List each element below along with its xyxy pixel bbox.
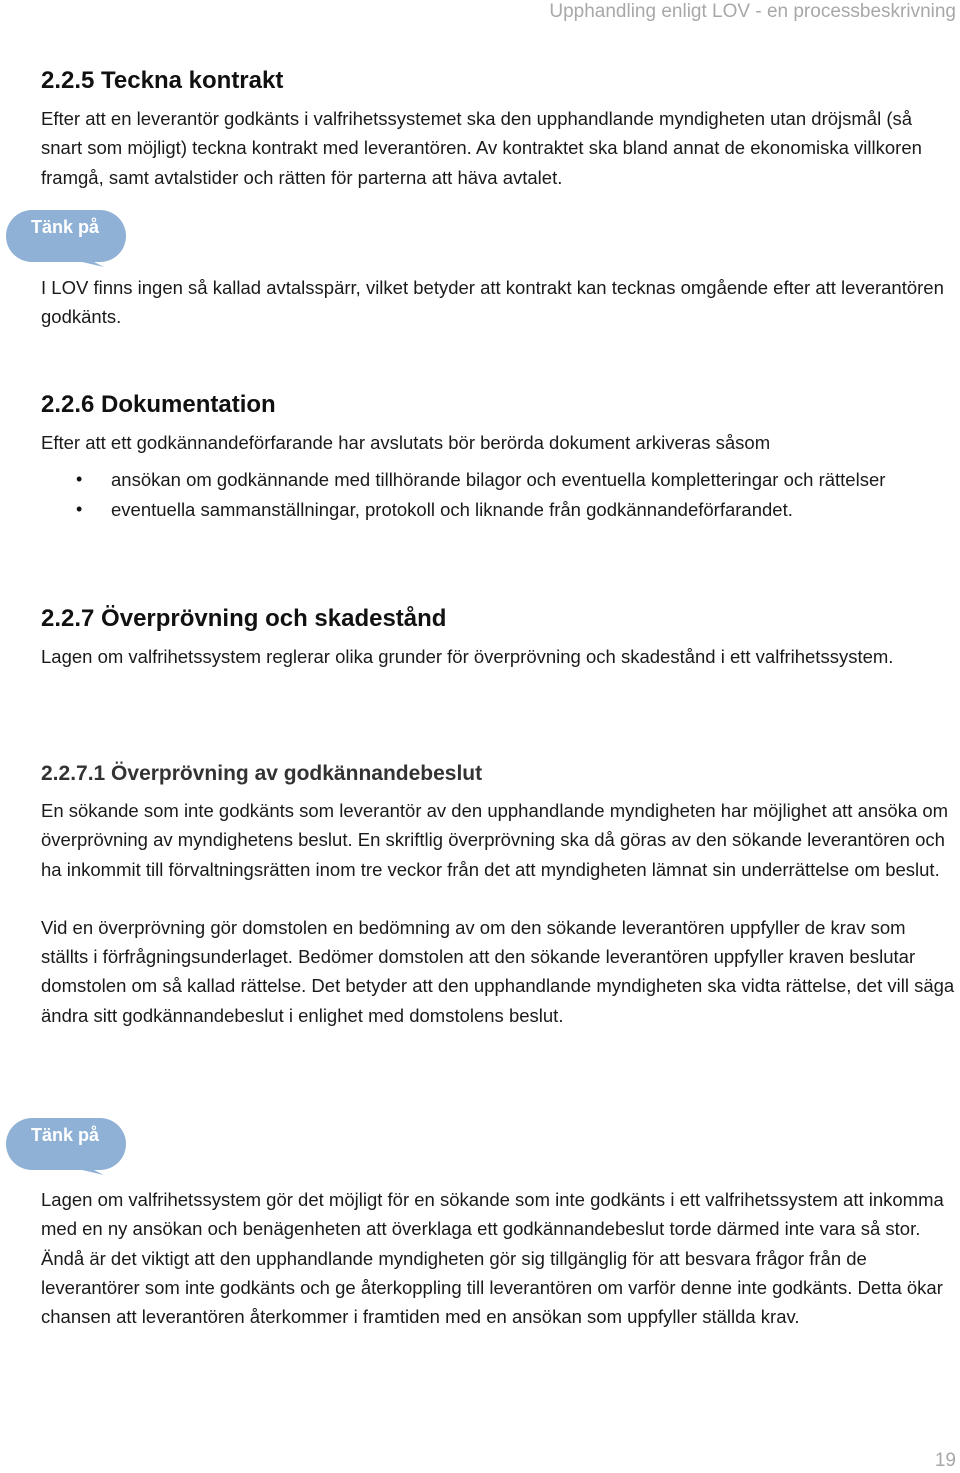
section-heading: 2.2.6 Dokumentation [41, 391, 276, 418]
callout-body: I LOV finns ingen så kallad avtalsspärr, vilket betyder att kontrakt kan tecknas omgående efter att leverantören godkänts. [41, 277, 944, 328]
document-list [0, 465, 957, 524]
tank-pa-callout-badge [6, 208, 130, 268]
section-2-2-7 [41, 604, 957, 671]
tank-pa-callout-badge [6, 1116, 130, 1176]
callout-text-2 [41, 1185, 957, 1331]
callout-text-1 [41, 273, 957, 332]
running-header: Upphandling enligt LOV - en processbeskrivning [549, 1, 956, 22]
section-2-2-5 [41, 66, 957, 192]
section-body: Efter att en leverantör godkänts i valfrihetssystemet ska den upphandlande myndigheten utan dröjsmål (så snart som möjligt) teckna kontrakt med leverantören. Av kontraktet ska bland annat de ekonomiska villkoren framgå, samt avtalstider och rätten för parterna att häva avtalet. [41, 108, 922, 188]
list-item: • eventuella sammanställningar, protokoll och liknande från godkännandeförfarandet. [41, 495, 957, 524]
section-2-2-7-1 [41, 760, 957, 1030]
page-number: 19 [934, 1450, 956, 1471]
callout-label: Tänk på [30, 217, 100, 237]
section-heading: 2.2.5 Teckna kontrakt [41, 67, 284, 94]
list-item: • ansökan om godkännande med tillhörande bilagor och eventuella kompletteringar och rättelser [41, 465, 957, 494]
paragraph: Vid en överprövning gör domstolen en bedömning av om den sökande leverantören uppfyller de krav som ställts i förfrågningsunderlaget. Bedömer domstolen att den sökande leverantören uppfyller kraven beslutar domstolen om så kallad rättelse. Det betyder att den upphandlande myndigheten ska vidta rättelse, det vill säga ändra sitt godkännandebeslut i enlighet med domstolens beslut. [41, 916, 955, 1026]
callout-label: Tänk på [30, 1125, 100, 1145]
section-2-2-6 [41, 390, 957, 524]
paragraph: En sökande som inte godkänts som leverantör av den upphandlande myndigheten har möjlighet att ansöka om överprövning av myndighetens beslut. En skriftlig överprövning ska då göras av den sökande leverantören och ha inkommit till förvaltningsrätten inom tre veckor från det att myndigheten lämnat sin underrättelse om beslut. [41, 800, 949, 880]
section-heading: 2.2.7 Överprövning och skadestånd [41, 605, 447, 632]
section-body: Lagen om valfrihetssystem reglerar olika grunder för överprövning och skadestånd i ett valfrihetssystem. [41, 646, 894, 667]
section-intro: Efter att ett godkännandeförfarande har avslutats bör berörda dokument arkiveras såsom [41, 432, 771, 453]
callout-body: Lagen om valfrihetssystem gör det möjligt för en sökande som inte godkänts i ett valfrihetssystem att inkomma med en ny ansökan och benägenheten att överklaga ett godkännandebeslut torde därmed inte vara så stor. Ändå är det viktigt att den upphandlande myndigheten gör sig tillgänglig för att besvara frågor från de leverantörer som inte godkänts och ge återkoppling till leverantören om varför denne inte godkänts. Detta ökar chansen att leverantören återkommer i framtiden med en ansökan som uppfyller ställda krav. [41, 1189, 944, 1328]
subsection-heading: 2.2.7.1 Överprövning av godkännandebeslut [41, 762, 483, 785]
